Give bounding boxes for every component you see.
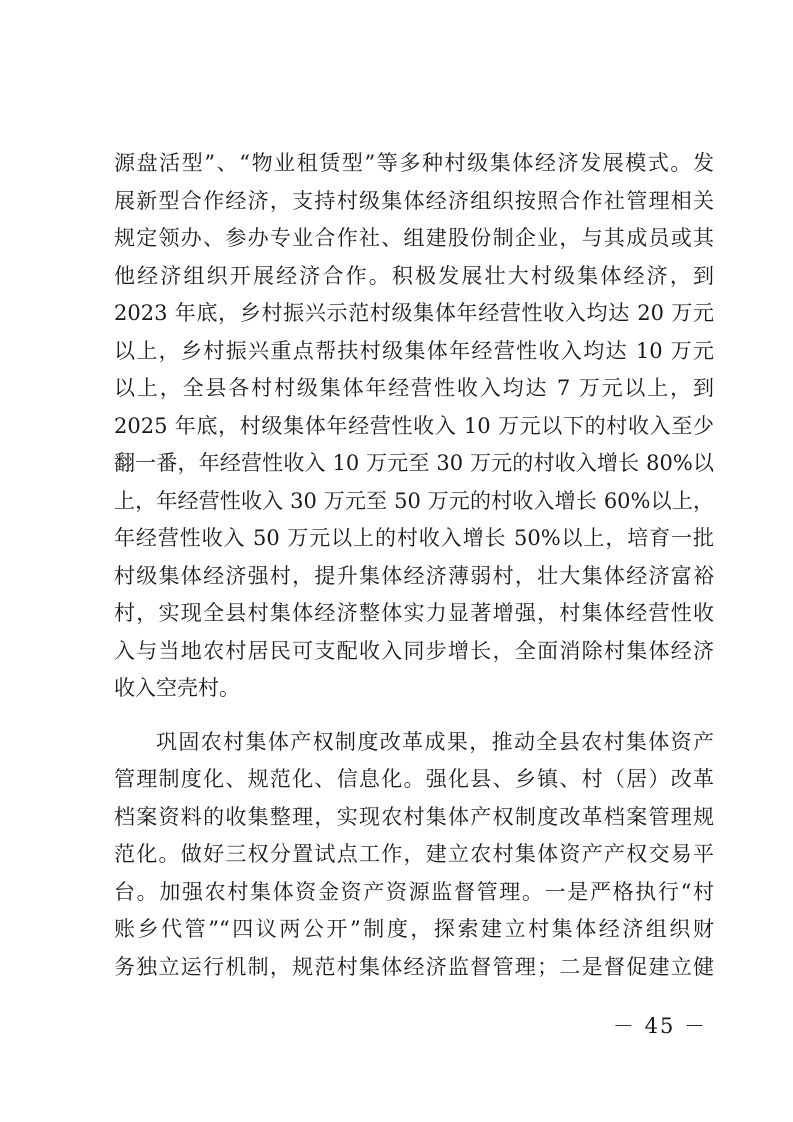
text-line: 务独立运行机制，规范村集体经济监督管理；二是督促建立健 [114, 954, 714, 979]
text-line: 展新型合作经济，支持村级集体经济组织按照合作社管理相关 [114, 188, 714, 213]
page-number: － 45 － [612, 1014, 707, 1038]
text-line: 以上，乡村振兴重点帮扶村级集体年经营性收入均达 10 万元 [114, 338, 714, 363]
text-line: 村，实现全县村集体经济整体实力显著增强，村集体经营性收 [114, 601, 714, 625]
text-line: 收入空壳村。 [114, 676, 240, 700]
text-line: 巩固农村集体产权制度改革成果，推动全县农村集体资产 [156, 729, 714, 754]
body-text [114, 145, 714, 986]
text-line: 管理制度化、规范化、信息化。强化县、乡镇、村（居）改革 [114, 767, 714, 791]
text-line: 村级集体经济强村，提升集体经济薄弱村，壮大集体经济富裕 [114, 563, 714, 588]
text-line: 源盘活型”、“物业租赁型”等多种村级集体经济发展模式。发 [114, 151, 714, 175]
paragraph-2 [114, 724, 714, 987]
text-line: 上，年经营性收入 30 万元至 50 万元的村收入增长 60%以上， [114, 488, 714, 513]
paragraph-1 [114, 145, 714, 708]
paragraph-spacer [114, 708, 714, 724]
text-line: 2025 年底，村级集体年经营性收入 10 万元以下的村收入至少 [114, 413, 714, 438]
text-line: 2023 年底，乡村振兴示范村级集体年经营性收入均达 20 万元 [114, 301, 714, 325]
text-line: 翻一番，年经营性收入 10 万元至 30 万元的村收入增长 80%以 [114, 451, 714, 475]
text-line: 账乡代管”“四议两公开”制度，探索建立村集体经济组织财 [114, 917, 714, 941]
text-line: 他经济组织开展经济合作。积极发展壮大村级集体经济，到 [114, 263, 714, 288]
text-line: 年经营性收入 50 万元以上的村收入增长 50%以上，培育一批 [114, 526, 714, 550]
text-line: 入与当地农村居民可支配收入同步增长，全面消除村集体经济 [114, 638, 714, 663]
text-line: 台。加强农村集体资金资产资源监督管理。一是严格执行“村 [114, 879, 714, 904]
text-line: 范化。做好三权分置试点工作，建立农村集体资产产权交易平 [114, 842, 714, 866]
text-line: 档案资料的收集整理，实现农村集体产权制度改革档案管理规 [114, 804, 714, 829]
text-line: 以上，全县各村村级集体年经营性收入均达 7 万元以上，到 [114, 376, 714, 400]
text-line: 规定领办、参办专业合作社、组建股份制企业，与其成员或其 [114, 226, 714, 250]
